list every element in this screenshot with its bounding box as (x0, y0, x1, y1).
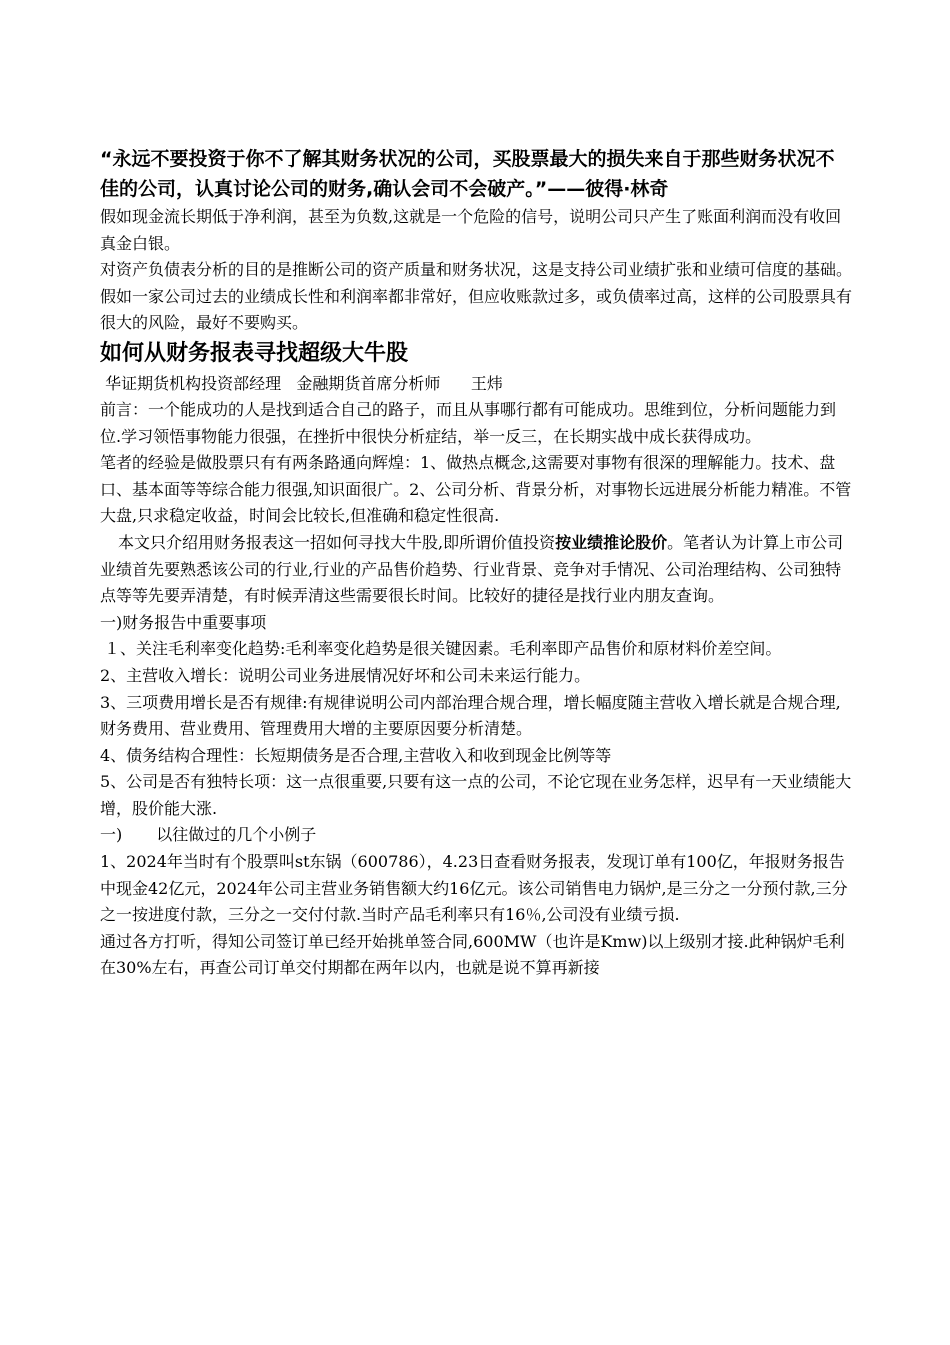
section2-heading (100, 822, 852, 849)
intro-paragraph-balance-sheet: 对资产负债表分析的目的是推断公司的资产质量和财务状况，这是支持公司业绩扩张和业绩可信度的基础。假如一家公司过去的业绩成长性和利润率都非常好，但应收账款过多，或负债率过高，这样的公司股票具有很大的风险，最好不要购买。 (100, 260, 853, 333)
section1-item-debt-structure: 4、债务结构合理性：长短期债务是否合理,主营收入和收到现金比例等等 (100, 745, 612, 765)
experience-paragraph: 笔者的经验是做股票只有有两条路通向辉煌：1、做热点概念,这需要对事物有很深的理解能力。技术、盘口、基本面等等综合能力很强,知识面很广。2、公司分析、背景分析，对事物长远进展分析能力精准。不管大盘,只求稳定收益，时间会比较长,但准确和稳定性很高. (100, 453, 852, 526)
preface-paragraph: 前言：一个能成功的人是找到适合自己的路子，而且从事哪行都有可能成功。思维到位，分析问题能力到位.学习领悟事物能力很强，在挫折中很快分析症结，举一反三，在长期实战中成长获得成功。 (100, 399, 837, 446)
section2-heading-text: 以往做过的几个小例子 (156, 825, 317, 845)
example1-paragraph: 1、2024年当时有个股票叫st东锅（600786），4.23日查看财务报表，发现订单有100亿，年报财务报告中现金42亿元，2024年公司主营业务销售额大约16亿元。该公司销售电力锅炉,是三分之一分预付款,三分之一按进度付款，三分之一交付付款.当时产品毛利率只有16％,公司没有业绩亏损. (100, 852, 848, 925)
article-byline: 华证期货机构投资部经理 金融期货首席分析师 王炜 (100, 373, 503, 393)
method-paragraph (100, 530, 852, 610)
section1-item-expense-growth: 3、三项费用增长是否有规律:有规律说明公司内部治理合规合理，增长幅度随主营收入增长就是合规合理,财务费用、营业费用、管理费用大增的主要原因要分析清楚。 (100, 692, 841, 739)
section2-label: 一) (100, 825, 123, 845)
intro-paragraph-cashflow: 假如现金流长期低于净利润，甚至为负数,这就是一个危险的信号，说明公司只产生了账面利润而没有收回真金白银。 (100, 207, 842, 253)
article-title: 如何从财务报表寻找超级大牛股 (100, 340, 409, 366)
method-text-before: 本文只介绍用财务报表这一招如何寻找大牛股,即所谓价值投资 (118, 532, 556, 552)
method-emphasis: 按业绩推论股价 (555, 532, 668, 552)
document-content (100, 144, 852, 982)
section1-item-unique-strength: 5、公司是否有独特长项：这一点很重要,只要有这一点的公司，不论它现在业务怎样，迟早有一天业绩能大增，股价能大涨. (100, 772, 852, 818)
section1-item-gross-margin: １、关注毛利率变化趋势:毛利率变化趋势是很关键因素。毛利率即产品售价和原材料价差空间。 (104, 639, 782, 659)
example1-followup-paragraph: 通过各方打听，得知公司签订单已经开始挑单签合同,600MW（也许是Kmw)以上级别才接.此种锅炉毛利在30%左右，再查公司订单交付期都在两年以内，也就是说不算再新接 (100, 931, 845, 978)
section1-heading: 一)财务报告中重要事项 (100, 612, 267, 632)
opening-quote: “永远不要投资于你不了解其财务状况的公司，买股票最大的损失来自于那些财务状况不佳的公司，认真讨论公司的财务,确认会司不会破产。”——彼得·林奇 (100, 148, 835, 200)
section1-item-revenue-growth: 2、主营收入增长：说明公司业务进展情况好坏和公司未来运行能力。 (100, 665, 591, 685)
method-text-after: 。笔者认为计算上市公司业绩首先要熟悉该公司的行业,行业的产品售价趋势、行业背景、竞争对手情况、公司治理结构、公司独特点等等先要弄清楚，有时候弄清这些需要很长时间。比较好的捷径是找行业内朋友查询。 (100, 532, 844, 606)
